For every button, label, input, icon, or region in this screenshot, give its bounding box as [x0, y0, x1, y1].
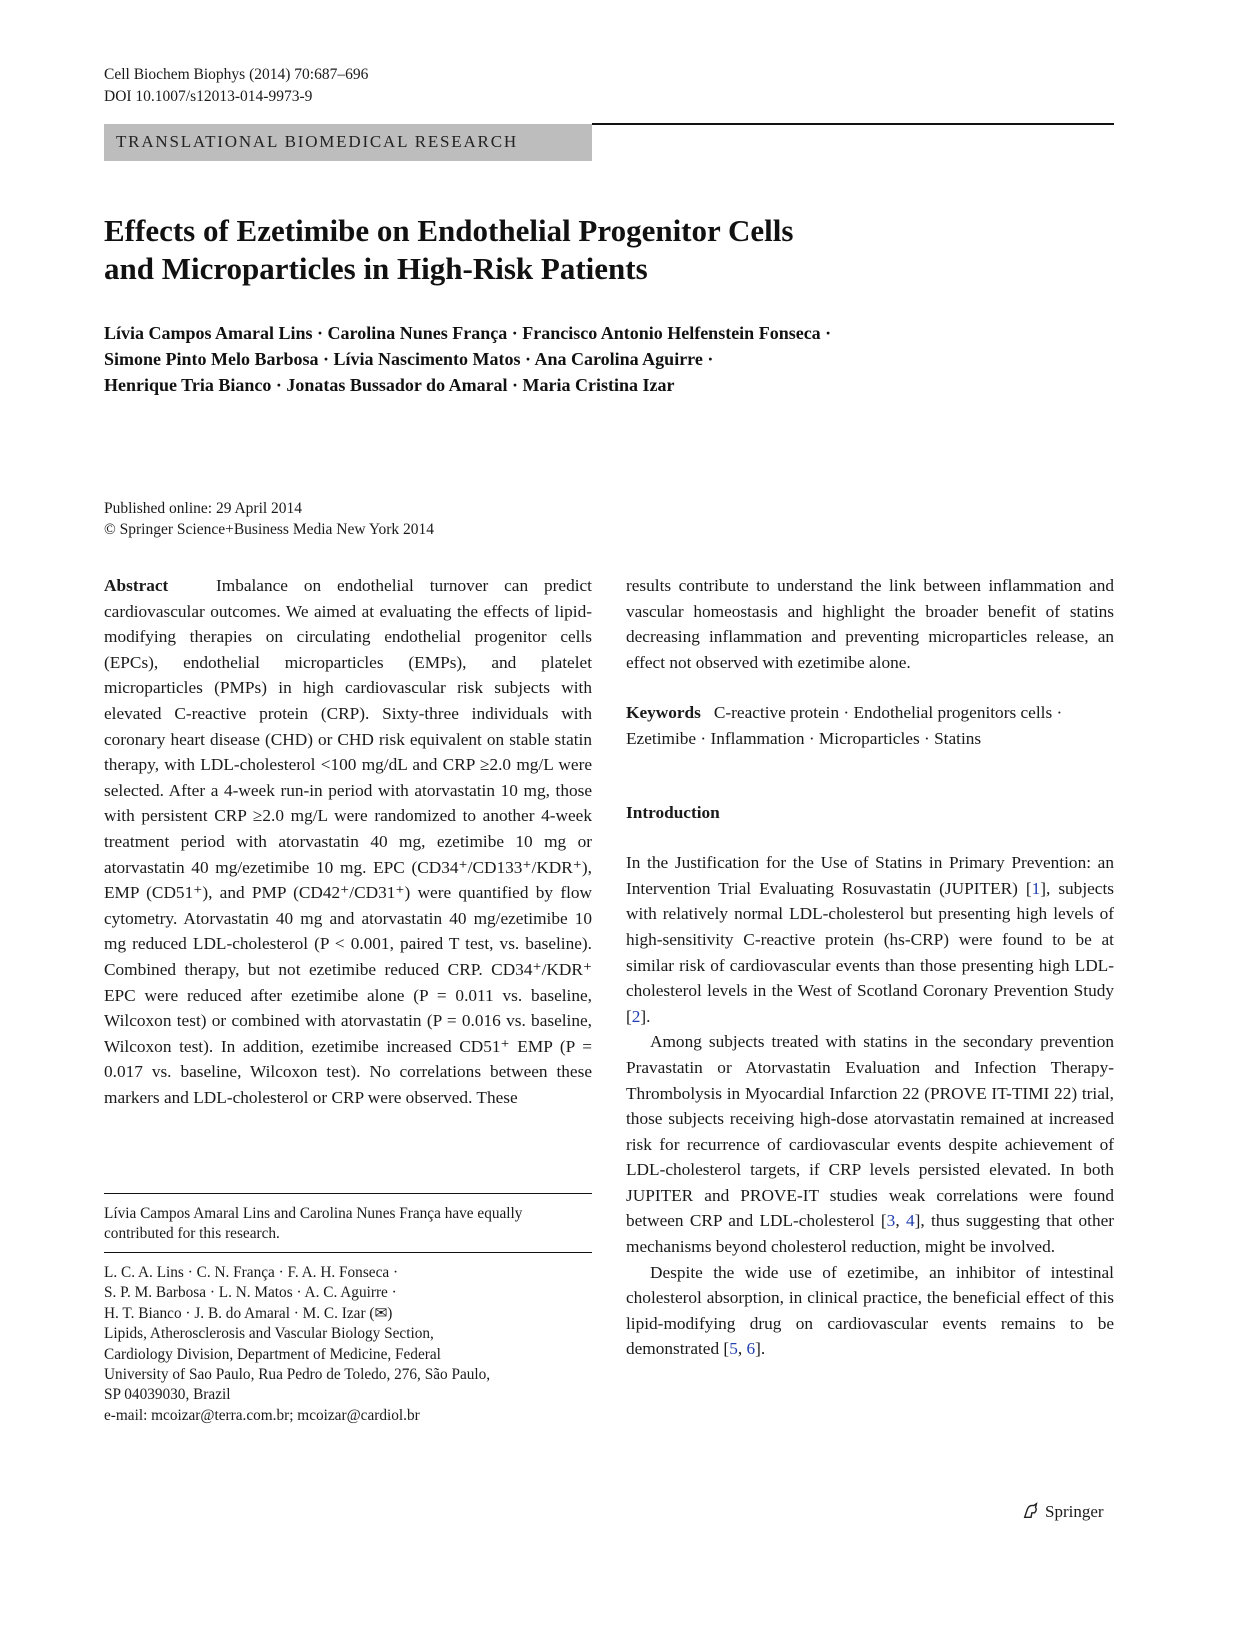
- authors-line-2: Simone Pinto Melo Barbosa · Lívia Nascimento Matos · Ana Carolina Aguirre ·: [104, 349, 714, 369]
- abstract-label: Abstract: [104, 576, 169, 595]
- publisher-logo: [1022, 1502, 1104, 1522]
- abstract-continued: results contribute to understand the link between inflammation and vascular homeostasis and highlight the broader benefit of statins decreasing inflammation and preventing microparticles release, an effect not observed with ezetimibe alone.: [626, 576, 1114, 672]
- right-column: [626, 573, 1114, 1362]
- journal-doi: DOI 10.1007/s12013-014-9973-9: [104, 88, 313, 105]
- intro-text: ].: [755, 1339, 766, 1359]
- keywords-label: Keywords: [626, 703, 701, 723]
- springer-horse-icon: [1022, 1502, 1040, 1520]
- abstract-text-2: were quantified by flow cytometry. Atorvastatin 40 mg and atorvastatin 40 mg/ezetimibe 10 mg reduced LDL-cholesterol (P < 0.001, paired T test, vs. baseline). Combined therapy, but not ezetimibe reduced CRP. CD34⁺/KDR⁺ EPC were reduced after ezetimibe alone (P = 0.011 vs. baseline, Wilcoxon test) or combined with atorvastatin (P = 0.016 vs. baseline, Wilcoxon test). In addition, ezetimibe increased CD51⁺ EMP (P = 0.017 vs. baseline, Wilcoxon test). No correlations between these markers and LDL-cholesterol or CRP were observed. These: [104, 883, 592, 1107]
- citation-link-6[interactable]: 6: [746, 1339, 756, 1359]
- citation-link-3[interactable]: 3: [886, 1211, 896, 1231]
- abstract-paragraph: [104, 573, 592, 1110]
- published-online: Published online: 29 April 2014: [104, 500, 303, 517]
- intro-text: Despite the wide use of ezetimibe, an inhibitor of intestinal cholesterol absorption, in clinical practice, the beneficial effect of this lipid-modifying drug on cardiovascular events remains to be demonstrated [: [626, 1262, 1114, 1359]
- keywords-paragraph: [626, 700, 1114, 751]
- affiliation-line: L. C. A. Lins · C. N. França · F. A. H. Fonseca ·: [104, 1264, 399, 1281]
- introduction-heading: Introduction: [626, 802, 720, 822]
- affiliation-line: H. T. Bianco · J. B. do Amaral · M. C. Izar (✉): [104, 1304, 393, 1322]
- affiliation-line: University of Sao Paulo, Rua Pedro de Toledo, 276, São Paulo,: [104, 1366, 491, 1384]
- intro-paragraph-2: [626, 1029, 1114, 1259]
- intro-text: ,: [895, 1211, 906, 1231]
- copyright-notice: © Springer Science+Business Media New York 2014: [104, 521, 435, 538]
- affiliation-line: Lipids, Atherosclerosis and Vascular Biology Section,: [104, 1325, 434, 1343]
- author-list: [104, 320, 1104, 398]
- title-line-1: Effects of Ezetimibe on Endothelial Progenitor Cells: [104, 213, 794, 248]
- article-title: [104, 212, 1004, 288]
- citation-link-5[interactable]: 5: [729, 1339, 738, 1359]
- abstract-text-1: Imbalance on endothelial turnover can predict cardiovascular outcomes. We aimed at evaluating the effects of lipid-modifying therapies on circulating endothelial progenitor cells (EPCs), endothelial microparticles (EMPs), and platelet microparticles (PMPs) in high cardiovascular risk subjects with elevated C-reactive protein (CRP). Sixty-three individuals with coronary heart disease (CHD) or CHD risk equivalent on stable statin therapy, with LDL-cholesterol <100 mg/dL and CRP ≥2.0 mg/L were selected. After a 4-week run-in period with atorvastatin 10 mg, those with persistent CRP ≥2.0 mg/L were randomized to another 4-week treatment period with atorvastatin 40 mg, ezetimibe 10 mg or atorvastatin 40 mg/ezetimibe 10 mg. EPC: [104, 576, 592, 877]
- abstract-column: [104, 573, 592, 1110]
- publisher-name: Springer: [1045, 1502, 1104, 1521]
- equal-contribution-note: Lívia Campos Amaral Lins and Carolina Nunes França have equally contributed for this research.: [104, 1205, 523, 1243]
- affiliation-line: Cardiology Division, Department of Medicine, Federal: [104, 1345, 441, 1363]
- contact-email[interactable]: e-mail: mcoizar@terra.com.br; mcoizar@cardiol.br: [104, 1406, 420, 1424]
- title-line-2: and Microparticles in High-Risk Patients: [104, 251, 648, 286]
- citation-link-4[interactable]: 4: [905, 1211, 915, 1231]
- publication-info: [104, 498, 434, 540]
- intro-text: ], thus suggesting that other mechanisms beyond cholesterol reduction, might be involved.: [626, 1211, 1115, 1257]
- intro-text: In the Justification for the Use of Statins in Primary Prevention: an Intervention Trial Evaluating Rosuvastatin (JUPITER) [: [626, 853, 1114, 898]
- authors-line-1: Lívia Campos Amaral Lins · Carolina Nunes França · Francisco Antonio Helfenstein Fonseca ·: [104, 323, 832, 343]
- authors-line-3: Henrique Tria Bianco · Jonatas Bussador do Amaral · Maria Cristina Izar: [104, 375, 675, 395]
- affiliation-line: S. P. M. Barbosa · L. N. Matos · A. C. Aguirre ·: [104, 1284, 397, 1302]
- section-label: TRANSLATIONAL BIOMEDICAL RESEARCH: [116, 132, 518, 151]
- keywords-text: C-reactive protein · Endothelial progenitors cells · Ezetimibe · Inflammation · Microparticles · Statins: [626, 703, 1063, 748]
- affiliation-block: [104, 1263, 592, 1426]
- affiliation-line: SP 04039030, Brazil: [104, 1386, 231, 1404]
- journal-citation: Cell Biochem Biophys (2014) 70:687–696: [104, 66, 369, 83]
- footnote-rule-2: [104, 1252, 592, 1253]
- intro-text: ,: [737, 1339, 747, 1359]
- header-rule: [592, 123, 1114, 125]
- footnote-rule-1: [104, 1193, 592, 1194]
- intro-text: ], subjects with relatively normal LDL-cholesterol but presenting high levels of high-sensitivity C-reactive protein (hs-CRP) were found to be at similar risk of cardiovascular events than those presenting high LDL-cholesterol levels in the West of Scotland Coronary Prevention Study [: [626, 878, 1114, 1026]
- intro-paragraph-1: [626, 850, 1114, 1029]
- citation-link-1[interactable]: 1: [1031, 878, 1041, 898]
- intro-paragraph-3: [626, 1260, 1114, 1362]
- intro-text: Among subjects treated with statins in the secondary prevention Pravastatin or Atorvastatin Evaluation and Infection Therapy-Thrombolysis in Myocardial Infarction 22 (PROVE IT-TIMI 22) trial, those subjects receiving high-dose atorvastatin remained at increased risk for recurrence of cardiovascular events despite achievement of LDL-cholesterol targets, if CRP levels persisted elevated. In both JUPITER and PROVE-IT studies weak correlations were found between CRP and LDL-cholesterol [: [626, 1032, 1114, 1231]
- intro-text: ].: [640, 1006, 651, 1026]
- section-banner: [104, 124, 592, 161]
- abstract-epc-markers: (CD34⁺/CD133⁺/KDR⁺), EMP (CD51⁺), and PMP (CD42⁺/CD31⁺): [104, 857, 592, 903]
- citation-link-2[interactable]: 2: [631, 1006, 641, 1026]
